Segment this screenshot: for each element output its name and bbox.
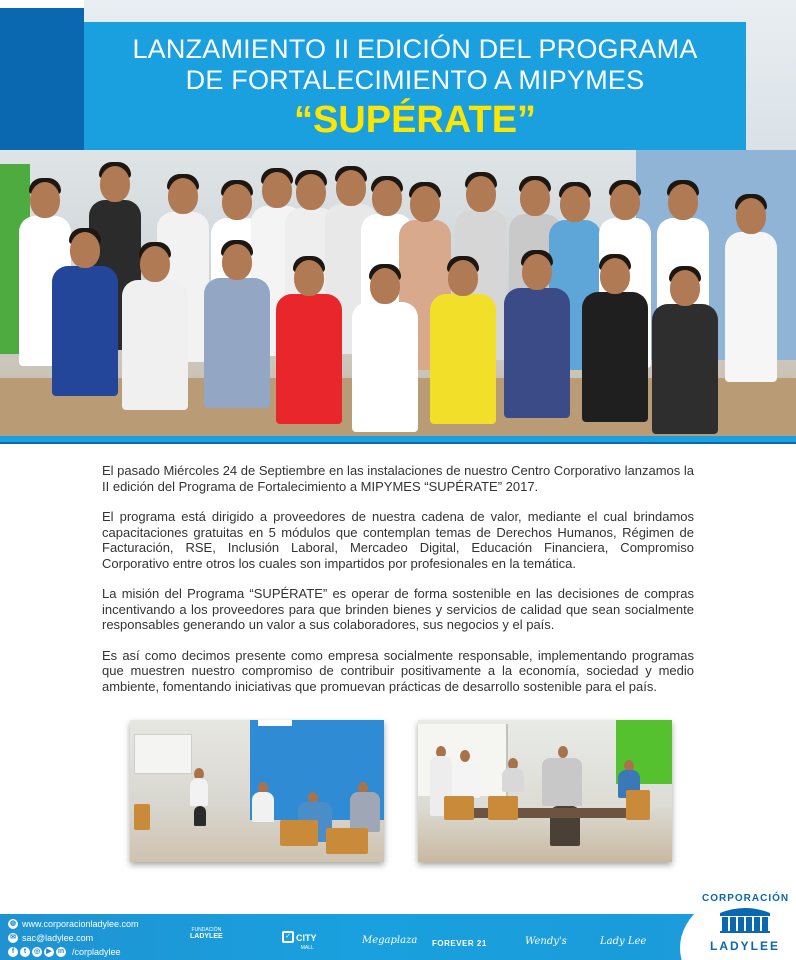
- email-link[interactable]: sac@ladylee.com: [22, 932, 94, 943]
- brand-forever21: [432, 933, 487, 951]
- group-member-head: [520, 180, 550, 216]
- attendee: [452, 762, 480, 798]
- brand-ladylee-name: Lady Lee: [600, 936, 647, 947]
- city-mall-icon: ✓: [282, 931, 294, 943]
- projection-screen: [134, 734, 192, 774]
- mail-icon: ✉: [8, 933, 18, 943]
- group-member-body: [204, 278, 270, 408]
- group-member-head: [372, 180, 402, 216]
- group-member-body: [352, 302, 418, 432]
- logo-top-text: CORPORACIÓN: [702, 893, 790, 904]
- contact-info: [8, 917, 139, 959]
- group-member-head: [70, 232, 100, 268]
- chair: [444, 796, 474, 820]
- brand-megaplaza: [362, 930, 417, 948]
- corporacion-ladylee-logo: [702, 893, 788, 953]
- group-member-head: [262, 172, 292, 208]
- chair: [134, 804, 150, 830]
- group-member-head: [294, 260, 324, 296]
- group-member-head: [466, 176, 496, 212]
- group-member-head: [222, 184, 252, 220]
- brand-ladylee: [600, 931, 646, 949]
- group-member-head: [370, 268, 400, 304]
- title-line-2: DE FORTALECIMIENTO A MIPYMES: [185, 65, 645, 95]
- group-member-body: [652, 304, 718, 434]
- group-member-head: [560, 186, 590, 222]
- website-row[interactable]: [8, 917, 139, 930]
- building-icon: [718, 905, 772, 933]
- brand-mall: MALL: [300, 945, 314, 951]
- brand-fundacion: [190, 928, 223, 940]
- brand-wendys: [525, 931, 567, 949]
- brand-forever21-name: FOREVER 21: [432, 939, 487, 948]
- chair: [626, 790, 650, 820]
- group-member-head: [736, 198, 766, 234]
- group-member-head: [600, 258, 630, 294]
- brand-fundacion-top: FUNDACIÓN: [191, 927, 222, 933]
- twitter-icon[interactable]: t: [20, 947, 30, 957]
- web-icon: ◍: [9, 920, 17, 927]
- group-member-head: [100, 166, 130, 202]
- logo-bottom-text: LADYLEE: [709, 939, 780, 953]
- attendee: [350, 792, 380, 832]
- training-photo-right: [418, 720, 672, 862]
- group-member-head: [140, 246, 170, 282]
- article-paragraph-1: El pasado Miércoles 24 de Septiembre en las instalaciones de nuestro Centro Corporativo lanzamos la II edición del Programa de Fortalecimiento a MIPYMES “SUPÉRATE” 2017.: [102, 463, 694, 494]
- photo-left-ceiling-light: [258, 720, 292, 726]
- group-member-head: [296, 174, 326, 210]
- group-member-head: [668, 184, 698, 220]
- group-member-head: [222, 244, 252, 280]
- chair: [326, 828, 368, 854]
- group-member-head: [410, 186, 440, 222]
- article-paragraph-3: La misión del Programa “SUPÉRATE” es operar de forma sostenible en las decisiones de compras incentivando a los proveedores para que brinden bienes y servicios de calidad que sean socialmente responsables generando un valor a sus colaboradores, sus negocios y el país.: [102, 586, 694, 632]
- brand-wendys-name: Wendy's: [525, 936, 567, 947]
- group-member-head: [448, 260, 478, 296]
- article-body: [102, 463, 694, 709]
- attendee-head: [558, 746, 568, 758]
- classroom-table: [448, 808, 628, 818]
- facebook-icon[interactable]: f: [8, 947, 18, 957]
- brand-fundacion-main: LADYLEE: [190, 933, 223, 940]
- brand-citymall: [282, 928, 317, 951]
- website-link[interactable]: www.corporacionladylee.com: [22, 918, 139, 929]
- title-line-1: LANZAMIENTO II EDICIÓN DEL PROGRAMA: [132, 34, 698, 64]
- social-row[interactable]: [8, 945, 139, 958]
- corner-accent-block: [0, 8, 84, 166]
- group-member-head: [168, 178, 198, 214]
- youtube-icon[interactable]: ▶: [44, 947, 54, 957]
- group-member-body: [504, 288, 570, 418]
- chair: [488, 796, 518, 820]
- instagram-icon[interactable]: ◎: [33, 948, 41, 955]
- group-member-head: [522, 254, 552, 290]
- group-member-head: [610, 184, 640, 220]
- group-member-head: [30, 182, 60, 218]
- presenter-legs: [194, 806, 206, 826]
- brand-megaplaza-name: Megaplaza: [362, 935, 418, 946]
- program-name-title: “SUPÉRATE”: [293, 99, 537, 141]
- email-row[interactable]: [8, 931, 139, 944]
- group-member-body: [725, 232, 777, 382]
- group-member-body: [276, 294, 342, 424]
- attendee: [252, 792, 274, 822]
- group-member-body: [430, 294, 496, 424]
- group-member-body: [122, 280, 188, 410]
- article-paragraph-2: El programa está dirigido a proveedores de nuestra cadena de valor, mediante el cual brindamos capacitaciones gratuitas en 5 módulos que contemplan temas de Derechos Humanos, Régimen de Facturación, RSE, Inclusión Laboral, Mercadeo Digital, Educación Financiera, Compromiso Corporativo entre otros los cuales son impartidos por profesionales en la temática.: [102, 509, 694, 571]
- brand-city: CITY: [296, 933, 317, 943]
- chair: [280, 820, 318, 846]
- attendee: [502, 768, 524, 792]
- group-photo: [0, 150, 796, 438]
- linkedin-icon[interactable]: in: [57, 948, 65, 955]
- social-handle[interactable]: /corpladylee: [72, 946, 121, 957]
- training-photo-left: [130, 720, 384, 862]
- group-member-body: [582, 292, 648, 422]
- article-paragraph-4: Es así como decimos presente como empresa socialmente responsable, implementando programas que muestren nuestro compromiso de contribuir positivamente a la economía, sociedad y medio ambiente, fomentando iniciativas que promuevan prácticas de desarrollo sostenible para el país.: [102, 647, 694, 694]
- photo-divider-line: [0, 442, 796, 444]
- attendee: [542, 758, 582, 806]
- group-member-head: [336, 170, 366, 206]
- attendee-head: [460, 750, 470, 762]
- group-member-body: [52, 266, 118, 396]
- presenter: [190, 778, 208, 806]
- title-banner: [84, 22, 746, 150]
- group-member-head: [670, 270, 700, 306]
